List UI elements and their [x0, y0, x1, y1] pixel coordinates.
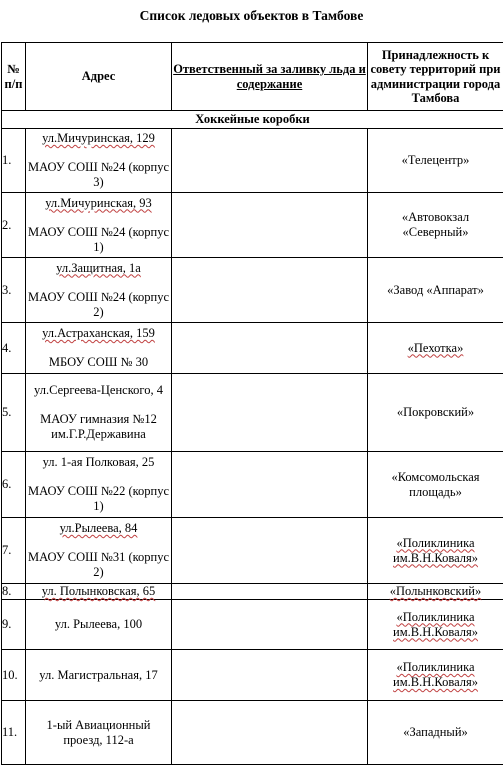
row-number: 2. — [2, 193, 26, 258]
row-belonging: «Поликлиника им.В.Н.Коваля» — [368, 518, 503, 584]
row-number: 10. — [2, 650, 26, 701]
row-address — [26, 129, 172, 193]
table-row — [2, 600, 503, 650]
row-responsible — [172, 650, 368, 701]
table-row — [2, 323, 503, 374]
table-row — [2, 374, 503, 452]
table-row — [2, 129, 503, 193]
row-street: ул.Сергеева-Ценского, 4 — [34, 383, 163, 397]
row-belonging: «Телецентр» — [368, 129, 503, 193]
row-responsible — [172, 701, 368, 765]
row-street: ул.Мичуринская, 93 — [45, 195, 152, 210]
row-street: ул. Магистральная, 17 — [39, 667, 158, 682]
row-belonging: «Пехотка» — [368, 323, 503, 374]
row-address — [26, 701, 172, 765]
section-title: Хоккейные коробки — [2, 111, 503, 129]
row-address — [26, 258, 172, 323]
row-address — [26, 193, 172, 258]
row-address — [26, 518, 172, 584]
row-street: ул.Защитная, 1а — [56, 260, 141, 275]
row-number: 1. — [2, 129, 26, 193]
row-address — [26, 584, 172, 600]
row-organization: МАОУ СОШ №24 (корпус 1) — [27, 224, 170, 254]
row-belonging: «Покровский» — [368, 374, 503, 452]
row-address — [26, 452, 172, 518]
table-row — [2, 584, 503, 600]
row-belonging: «Комсомольская площадь» — [368, 452, 503, 518]
row-organization: МАОУ СОШ №24 (корпус 2) — [27, 289, 170, 319]
row-responsible — [172, 258, 368, 323]
row-responsible — [172, 600, 368, 650]
row-address — [26, 374, 172, 452]
row-number: 6. — [2, 452, 26, 518]
header-address: Адрес — [26, 43, 172, 111]
row-number: 4. — [2, 323, 26, 374]
table-row — [2, 452, 503, 518]
table-row — [2, 701, 503, 765]
row-number: 11. — [2, 701, 26, 765]
row-street: ул.Рылеева, 84 — [59, 521, 138, 535]
table-header-row — [2, 43, 503, 111]
row-responsible — [172, 518, 368, 584]
section-row — [2, 111, 503, 129]
row-organization: МАОУ СОШ №24 (корпус 3) — [27, 160, 170, 189]
header-num: № п/п — [2, 43, 26, 111]
row-address — [26, 323, 172, 374]
row-belonging: «Западный» — [368, 701, 503, 765]
row-responsible — [172, 452, 368, 518]
row-number: 3. — [2, 258, 26, 323]
table-row — [2, 193, 503, 258]
row-street: 1-ый Авиационный проезд, 112-а — [46, 717, 151, 747]
row-belonging: «Поликлиника им.В.Н.Коваля» — [368, 650, 503, 701]
row-number: 8. — [2, 584, 26, 600]
row-belonging: «Автовокзал «Северный» — [368, 193, 503, 258]
ice-objects-table — [1, 42, 503, 765]
row-street: ул.Мичуринская, 129 — [42, 131, 155, 145]
row-organization: МАОУ гимназия №12 им.Г.Р.Державина — [40, 412, 157, 441]
row-address — [26, 600, 172, 650]
row-belonging: «Завод «Аппарат» — [368, 258, 503, 323]
row-number: 9. — [2, 600, 26, 650]
document-title: Список ледовых объектов в Тамбове — [139, 8, 364, 23]
table-row — [2, 650, 503, 701]
table-row — [2, 258, 503, 323]
row-street: ул. 1-ая Полковая, 25 — [42, 455, 155, 469]
header-belonging: Принадлежность к совету территорий при администрации города Тамбова — [368, 43, 503, 111]
row-responsible — [172, 374, 368, 452]
row-organization: МБОУ СОШ № 30 — [48, 355, 149, 369]
header-responsible: Ответственный за заливку льда и содержание — [172, 43, 368, 111]
row-responsible — [172, 193, 368, 258]
row-number: 5. — [2, 374, 26, 452]
row-responsible — [172, 129, 368, 193]
row-belonging: «Полынковский» — [368, 584, 503, 600]
row-organization: МАОУ СОШ №31 (корпус 2) — [27, 550, 170, 579]
row-belonging: «Поликлиника им.В.Н.Коваля» — [368, 600, 503, 650]
table-row — [2, 518, 503, 584]
row-number: 7. — [2, 518, 26, 584]
row-street: ул. Полынковская, 65 — [41, 584, 156, 598]
row-responsible — [172, 323, 368, 374]
row-organization: МАОУ СОШ №22 (корпус 1) — [27, 484, 170, 513]
row-street: ул.Астраханская, 159 — [42, 326, 155, 340]
row-responsible — [172, 584, 368, 600]
row-address — [26, 650, 172, 701]
row-street: ул. Рылеева, 100 — [54, 617, 143, 631]
